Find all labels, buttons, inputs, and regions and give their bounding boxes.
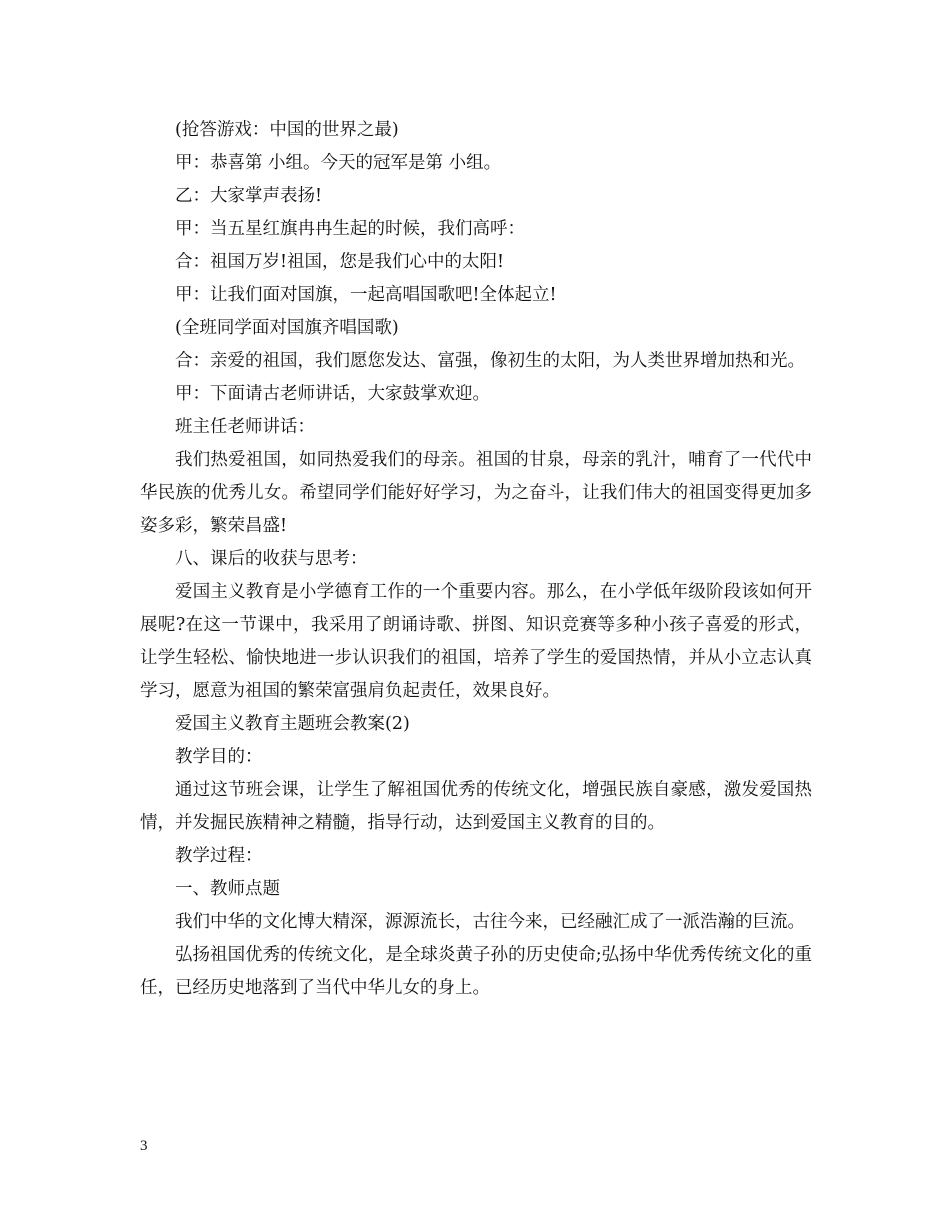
- document-body: [140, 114, 812, 1005]
- paragraph-quiz-note: (抢答游戏：中国的世界之最): [175, 120, 399, 140]
- paragraph-reflection: 爱国主义教育是小学德育工作的一个重要内容。那么，在小学低年级阶段该如何开展呢?在这一节课中，我采用了朗诵诗歌、拼图、知识竞赛等多种小孩子喜爱的形式，让学生轻松、愉快地进一步认识我们的祖国，培养了学生的爱国热情，并从小立志认真学习，愿意为祖国的繁荣富强肩负起责任，效果良好。: [140, 582, 812, 701]
- paragraph-mission: 弘扬祖国优秀的传统文化，是全球炎黄子孙的历史使命;弘扬中华优秀传统文化的重任，已经历史地落到了当代中华儿女的身上。: [140, 945, 812, 998]
- paragraph-anthem-call: 甲：让我们面对国旗，一起高唱国歌吧!全体起立!: [175, 285, 557, 305]
- paragraph-reflection-heading: 八、课后的收获与思考：: [175, 549, 368, 569]
- paragraph-wish: 合：亲爱的祖国，我们愿您发达、富强，像初生的太阳，为人类世界增加热和光。: [175, 351, 805, 371]
- page-number: 3: [140, 1138, 148, 1154]
- paragraph-applause: 乙：大家掌声表扬!: [175, 186, 323, 206]
- paragraph-congrats: 甲：恭喜第 小组。今天的冠军是第 小组。: [175, 153, 502, 173]
- paragraph-goal: 通过这节班会课，让学生了解祖国优秀的传统文化，增强民族自豪感，激发爱国热情，并发掘民族精神之精髓，指导行动，达到爱国主义教育的目的。: [140, 780, 812, 833]
- paragraph-teacher-speech-heading: 班主任老师讲话：: [175, 417, 315, 437]
- paragraph-cheer: 合：祖国万岁!祖国，您是我们心中的太阳!: [175, 252, 505, 272]
- paragraph-teacher-intro: 甲：下面请古老师讲话，大家鼓掌欢迎。: [175, 384, 490, 404]
- paragraph-teacher-speech: 我们热爱祖国，如同热爱我们的母亲。祖国的甘泉，母亲的乳汁，哺育了一代代中华民族的优秀儿女。希望同学们能好好学习，为之奋斗，让我们伟大的祖国变得更加多姿多彩，繁荣昌盛!: [140, 450, 812, 536]
- paragraph-culture: 我们中华的文化博大精深，源源流长，古往今来，已经融汇成了一派浩瀚的巨流。: [175, 912, 805, 932]
- paragraph-goal-heading: 教学目的：: [175, 747, 263, 767]
- paragraph-flag-raising: 甲：当五星红旗冉冉生起的时候，我们高呼：: [175, 219, 525, 239]
- paragraph-anthem-note: (全班同学面对国旗齐唱国歌): [175, 318, 399, 338]
- paragraph-process-heading: 教学过程：: [175, 846, 263, 866]
- paragraph-section-one: 一、教师点题: [175, 879, 280, 899]
- paragraph-plan-title: 爱国主义教育主题班会教案(2): [175, 714, 410, 734]
